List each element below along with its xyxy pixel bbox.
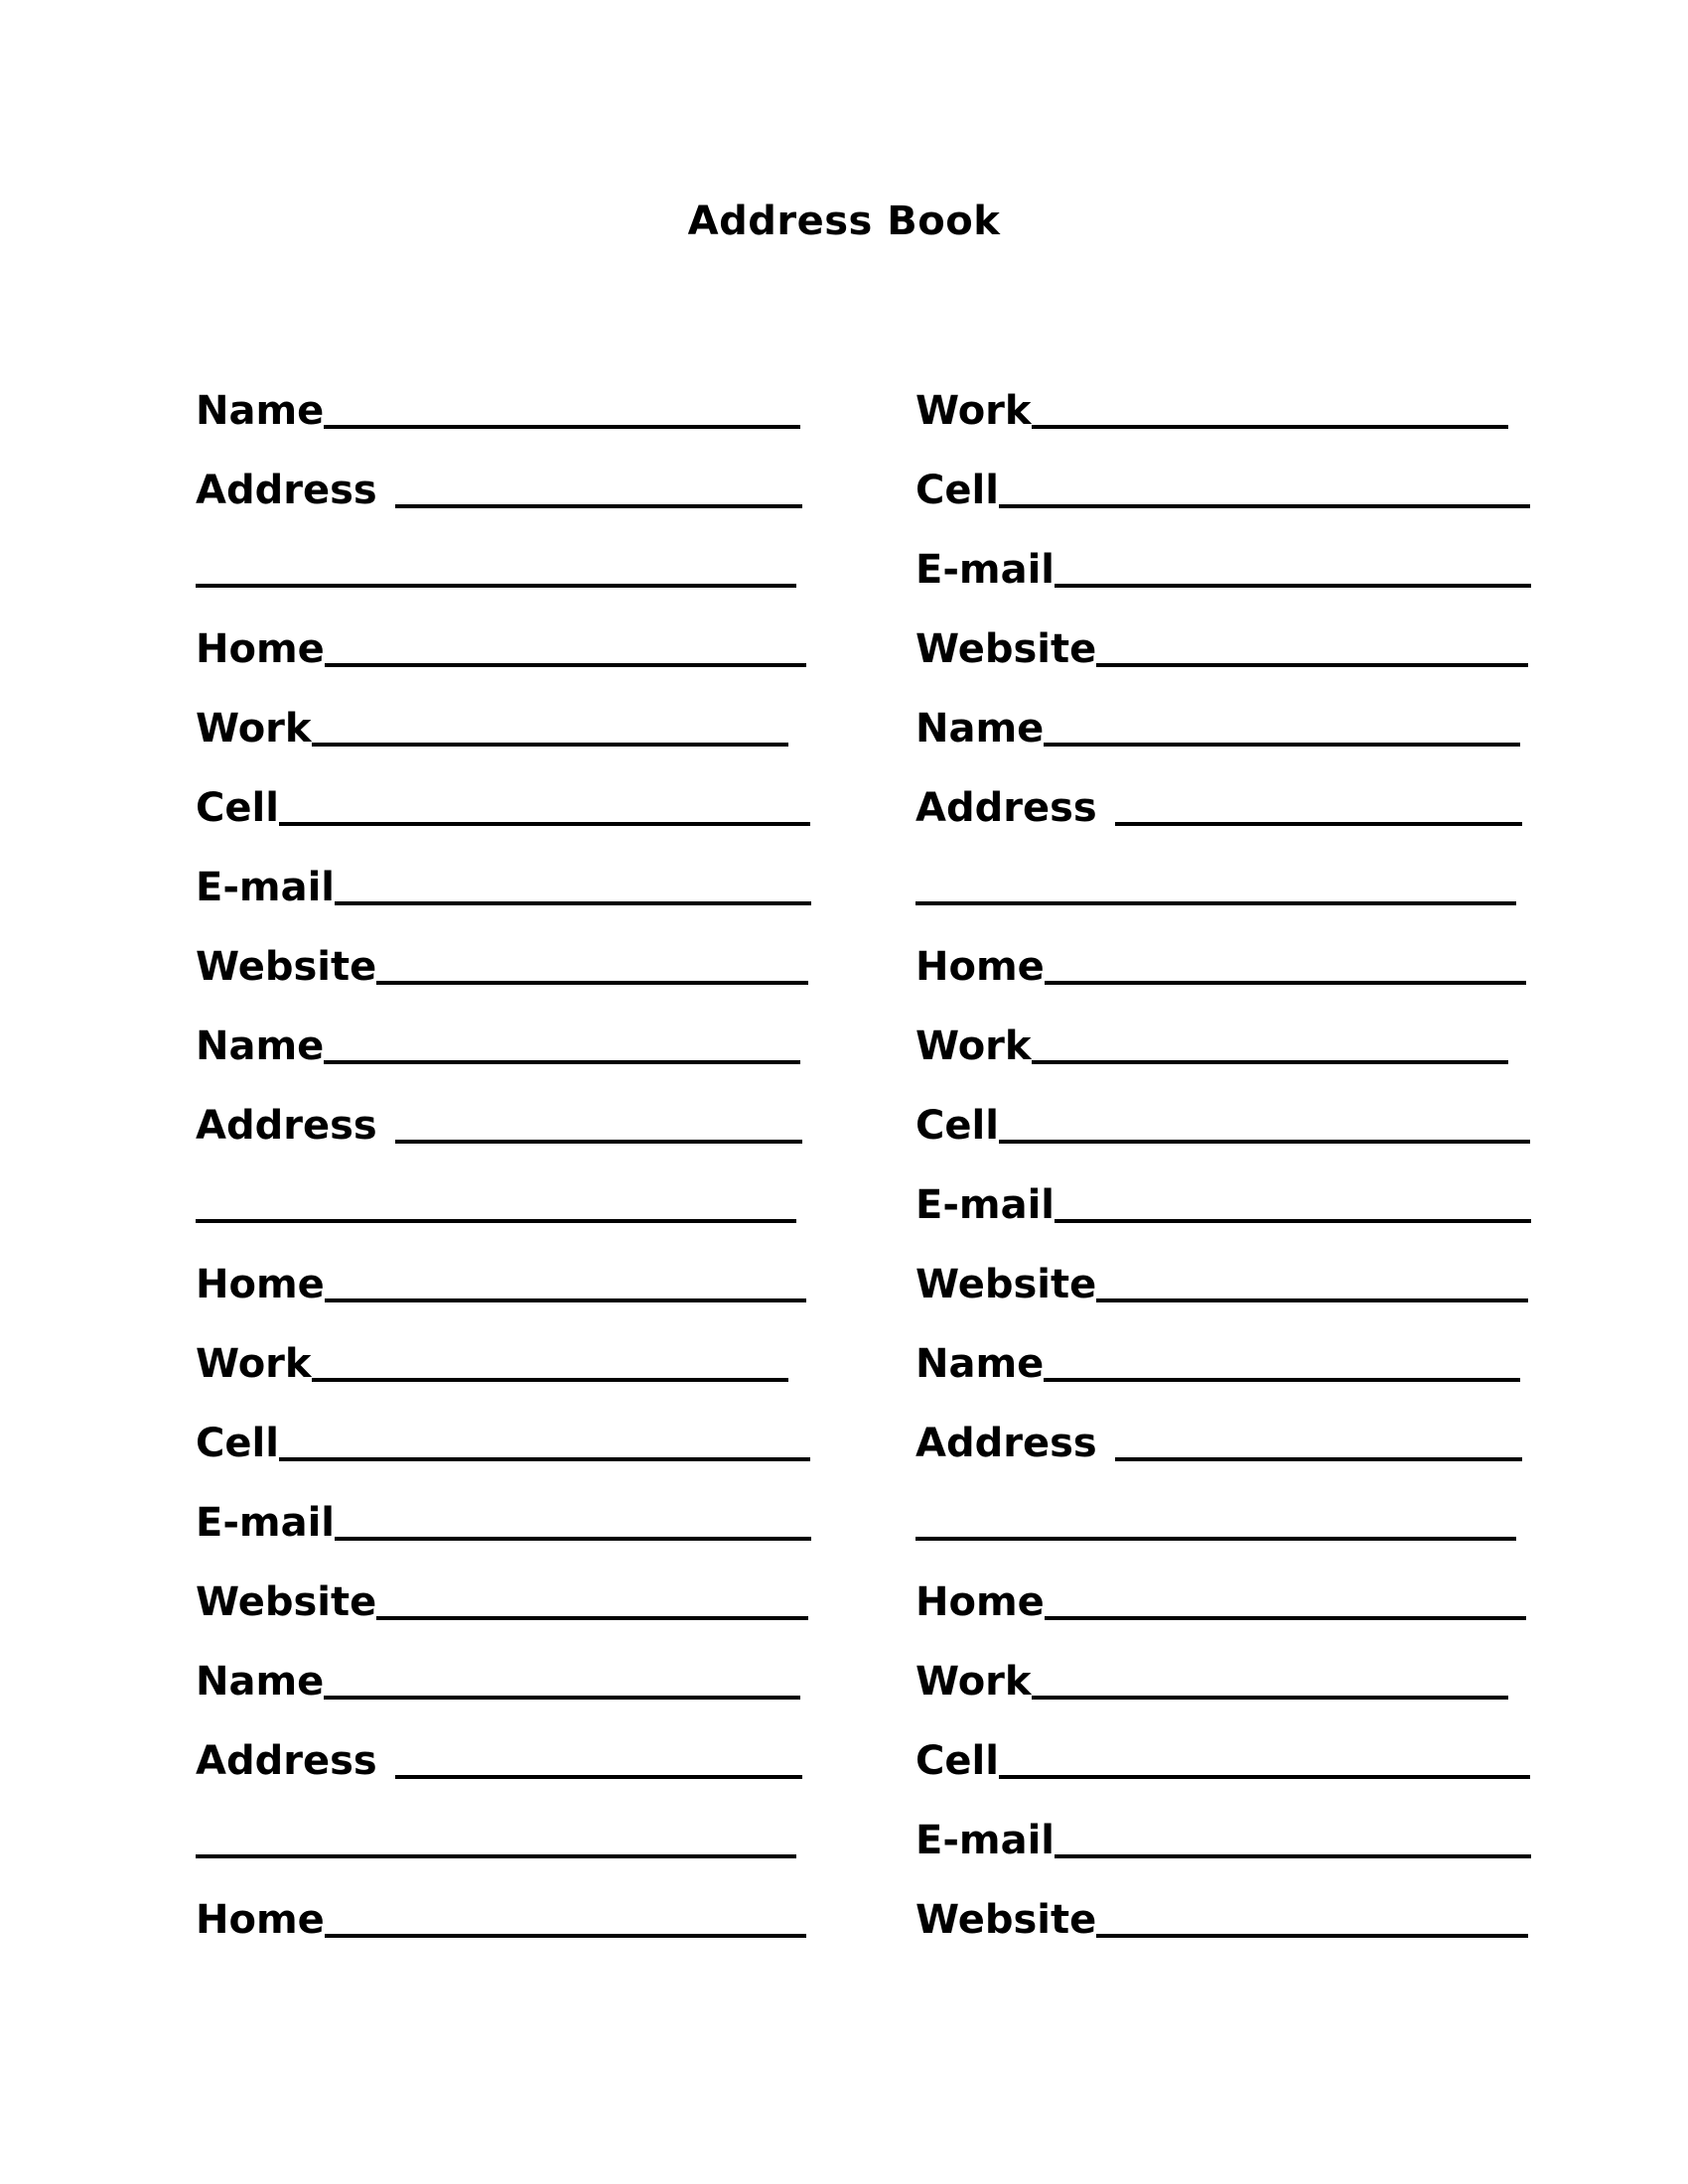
left-column	[196, 357, 811, 1946]
field-label: Name	[196, 1024, 325, 1069]
blank-line[interactable]	[325, 663, 806, 667]
form-field[interactable]	[196, 357, 811, 437]
blank-line[interactable]	[325, 1298, 806, 1302]
blank-line[interactable]	[915, 1537, 1516, 1541]
blank-line[interactable]	[999, 1775, 1530, 1779]
form-field[interactable]	[915, 675, 1531, 754]
field-label: Name	[196, 388, 325, 434]
form-field[interactable]	[196, 754, 811, 834]
form-field[interactable]	[915, 1390, 1531, 1469]
form-field[interactable]	[915, 1628, 1531, 1707]
form-field[interactable]	[915, 993, 1531, 1072]
form-field[interactable]	[196, 1072, 811, 1152]
field-label: Address	[915, 1421, 1097, 1466]
field-label: Home	[196, 1897, 325, 1943]
field-label: Cell	[915, 468, 999, 513]
blank-line[interactable]	[312, 743, 788, 747]
form-field[interactable]	[196, 1231, 811, 1310]
field-label: Home	[196, 1262, 325, 1307]
right-column	[915, 357, 1531, 1946]
field-label: Cell	[196, 785, 279, 831]
form-field[interactable]	[915, 357, 1531, 437]
field-label: Work	[196, 706, 312, 751]
form-field[interactable]	[915, 834, 1531, 913]
form-field[interactable]	[915, 516, 1531, 596]
page-title: Address Book	[687, 199, 1001, 244]
blank-line[interactable]	[999, 504, 1530, 508]
field-label: Work	[915, 1659, 1032, 1705]
blank-line[interactable]	[1032, 1060, 1508, 1064]
field-label: Cell	[196, 1421, 279, 1466]
blank-line[interactable]	[1045, 1616, 1526, 1620]
form-field[interactable]	[915, 1866, 1531, 1946]
form-field[interactable]	[915, 1152, 1531, 1231]
blank-line[interactable]	[376, 1616, 808, 1620]
form-field[interactable]	[196, 834, 811, 913]
blank-line[interactable]	[279, 822, 810, 826]
blank-line[interactable]	[325, 1934, 806, 1938]
form-field[interactable]	[196, 1310, 811, 1390]
field-label: Website	[196, 1579, 377, 1625]
blank-line[interactable]	[1045, 981, 1526, 985]
blank-line[interactable]	[324, 1060, 800, 1064]
form-field[interactable]	[196, 1787, 811, 1866]
blank-line[interactable]	[1096, 1298, 1528, 1302]
form-field[interactable]	[196, 1549, 811, 1628]
blank-line[interactable]	[1115, 822, 1522, 826]
form-field[interactable]	[915, 1549, 1531, 1628]
form-field[interactable]	[915, 1072, 1531, 1152]
form-field[interactable]	[196, 1628, 811, 1707]
field-label: Address	[915, 785, 1097, 831]
blank-line[interactable]	[279, 1457, 810, 1461]
field-label: E-mail	[915, 1818, 1055, 1863]
blank-line[interactable]	[324, 425, 800, 429]
form-field[interactable]	[915, 437, 1531, 516]
blank-line[interactable]	[999, 1140, 1530, 1144]
form-field[interactable]	[196, 596, 811, 675]
blank-line[interactable]	[1032, 425, 1508, 429]
blank-line[interactable]	[196, 1219, 796, 1223]
field-label: Name	[915, 706, 1045, 751]
blank-line[interactable]	[1055, 1219, 1531, 1223]
field-label: Home	[915, 1579, 1045, 1625]
field-label: Work	[915, 1024, 1032, 1069]
field-label: Name	[915, 1341, 1045, 1387]
form-field[interactable]	[196, 1152, 811, 1231]
field-label: Home	[196, 626, 325, 672]
form-field[interactable]	[915, 1707, 1531, 1787]
form-field[interactable]	[915, 1787, 1531, 1866]
field-label: Cell	[915, 1738, 999, 1784]
form-field[interactable]	[196, 1707, 811, 1787]
blank-line[interactable]	[1096, 663, 1528, 667]
form-field[interactable]	[196, 913, 811, 993]
blank-line[interactable]	[915, 901, 1516, 905]
field-label: Name	[196, 1659, 325, 1705]
field-label: Home	[915, 944, 1045, 990]
field-label: Address	[196, 1103, 377, 1149]
blank-line[interactable]	[1055, 1854, 1531, 1858]
blank-line[interactable]	[1032, 1696, 1508, 1700]
form-field[interactable]	[196, 1390, 811, 1469]
field-label: E-mail	[915, 547, 1055, 593]
form-field[interactable]	[915, 596, 1531, 675]
field-label: E-mail	[196, 1500, 336, 1546]
form-field[interactable]	[915, 1469, 1531, 1549]
field-label: Website	[196, 944, 377, 990]
blank-line[interactable]	[324, 1696, 800, 1700]
blank-line[interactable]	[196, 1854, 796, 1858]
form-field[interactable]	[915, 754, 1531, 834]
form-field[interactable]	[196, 516, 811, 596]
blank-line[interactable]	[335, 1537, 811, 1541]
form-field[interactable]	[915, 1231, 1531, 1310]
blank-line[interactable]	[1044, 1378, 1520, 1382]
field-label: Website	[915, 1897, 1097, 1943]
field-label: Address	[196, 1738, 377, 1784]
blank-line[interactable]	[335, 901, 811, 905]
blank-line[interactable]	[1044, 743, 1520, 747]
field-label: Website	[915, 1262, 1097, 1307]
form-field[interactable]	[915, 1310, 1531, 1390]
form-field[interactable]	[196, 675, 811, 754]
field-label: Address	[196, 468, 377, 513]
form-field[interactable]	[196, 1866, 811, 1946]
field-label: Work	[915, 388, 1032, 434]
blank-line[interactable]	[395, 1140, 802, 1144]
field-label: Website	[915, 626, 1097, 672]
blank-line[interactable]	[312, 1378, 788, 1382]
blank-line[interactable]	[376, 981, 808, 985]
blank-line[interactable]	[196, 584, 796, 588]
form-field[interactable]	[915, 913, 1531, 993]
blank-line[interactable]	[1115, 1457, 1522, 1461]
form-field[interactable]	[196, 993, 811, 1072]
blank-line[interactable]	[1096, 1934, 1528, 1938]
field-label: Cell	[915, 1103, 999, 1149]
blank-line[interactable]	[1055, 584, 1531, 588]
field-label: Work	[196, 1341, 312, 1387]
field-label: E-mail	[196, 865, 336, 910]
form-field[interactable]	[196, 437, 811, 516]
blank-line[interactable]	[395, 1775, 802, 1779]
field-label: E-mail	[915, 1182, 1055, 1228]
blank-line[interactable]	[395, 504, 802, 508]
form-field[interactable]	[196, 1469, 811, 1549]
